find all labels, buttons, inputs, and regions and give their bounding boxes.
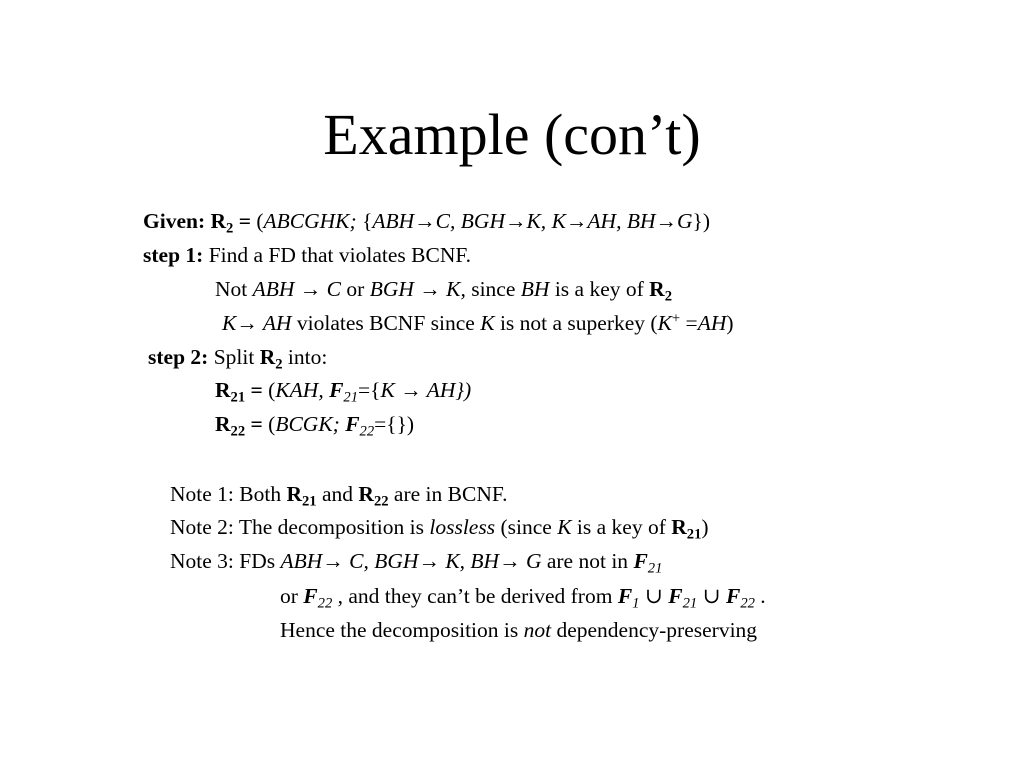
given-relation: $R_2$ = bbox=[210, 209, 251, 237]
note-3: Note 3: FDs ABH→ C, BGH→ K, BH→ G are not in $F_{21}$ bbox=[170, 549, 663, 577]
given-fd-2: BGH→K, bbox=[455, 209, 547, 233]
given-label: Given: bbox=[143, 209, 206, 233]
violate-line: K→ AH violates BCNF since K is not a superkey (K+ =AH) bbox=[222, 310, 734, 335]
step2-line: step 2: Split $R_2$ into: bbox=[148, 345, 328, 373]
not-line: Not ABH → C or BGH → K, since BH is a key of $R_2$ bbox=[215, 277, 673, 305]
note-3-continued: or $F_{22}$ , and they can’t be derived from $F_1$ ∪ $F_{21}$ ∪ $F_{22}$ . bbox=[280, 584, 766, 612]
r21-fd: K → AH bbox=[380, 378, 456, 402]
given-schema: ABCGHK; bbox=[263, 209, 357, 233]
note-3-conclusion: Hence the decomposition is not dependency-preserving bbox=[280, 618, 758, 642]
step1-label: step 1: bbox=[143, 243, 204, 267]
given-fd-3: K→AH, bbox=[546, 209, 622, 233]
given-line: Given: $R_2$ = (ABCGHK; {ABH→C, BGH→K, K→AH, BH→G}) bbox=[143, 209, 710, 237]
note-1: Note 1: Both $R_{21}$ and $R_{22}$ are in BCNF. bbox=[170, 482, 508, 510]
given-fd-4: BH→G bbox=[621, 209, 693, 233]
step2-relation: $R_2$ bbox=[259, 345, 283, 373]
not-relation: $R_2$ bbox=[649, 277, 673, 305]
note-2: Note 2: The decomposition is lossless (since K is a key of $R_{21}$) bbox=[170, 515, 709, 543]
not-fd-2: BGH → K, bbox=[369, 277, 466, 301]
given-fd-1: ABH→C, bbox=[372, 209, 456, 233]
violating-fd: K→ AH bbox=[222, 311, 292, 335]
slide-title: Example (con’t) bbox=[323, 102, 701, 167]
r21-relation: $R_{21}$ = bbox=[215, 378, 263, 406]
step2-label: step 2: bbox=[148, 345, 209, 369]
step1-line bbox=[143, 242, 471, 268]
r21-line: $R_{21} = (KAH$, $F_{21}=\{K \to AH\}$) bbox=[215, 378, 472, 406]
step1-text: Find a FD that violates BCNF. bbox=[203, 243, 471, 267]
not-fd-1: ABH → C bbox=[252, 277, 342, 301]
r22-relation: $R_{22}$ = bbox=[215, 412, 263, 440]
note3-fds: ABH→ C, BGH→ K, BH→ G bbox=[280, 549, 542, 573]
r22-line: $R_{22}$ = (BCGK; $F_{22}=\{\}$) bbox=[215, 412, 415, 440]
